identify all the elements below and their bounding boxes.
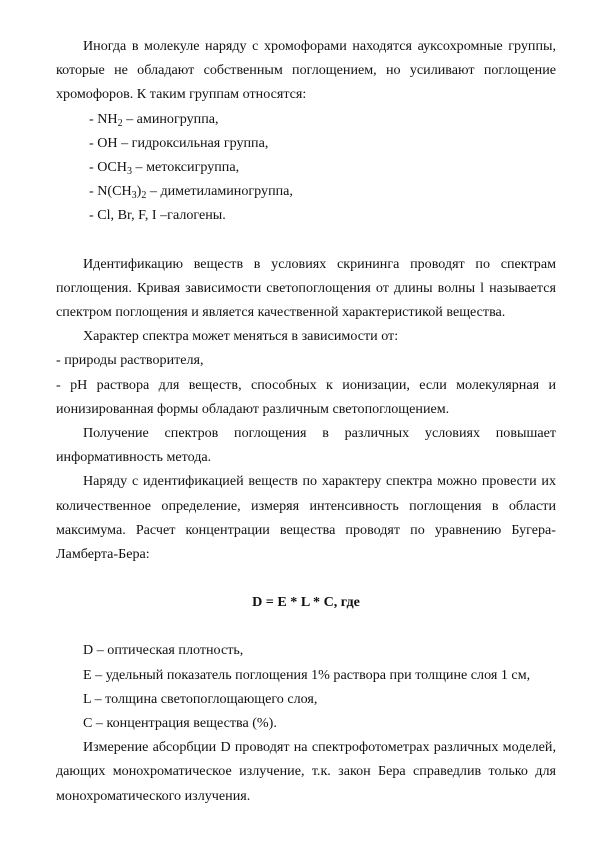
paragraph-ph: - pH раствора для веществ, способных к ионизации, если молекулярная и ионизированная формы обладают различным светопоглощением.	[56, 376, 556, 417]
group-item-nh2: - $NH_2$ – аминогруппа,	[89, 110, 219, 129]
spacer	[56, 614, 556, 638]
paragraph-solvent: - природы растворителя,	[56, 352, 204, 369]
paragraph-conditions: Получение спектров поглощения в различных условиях повышает информативность метода.	[56, 425, 556, 466]
spacer	[56, 566, 556, 590]
formula-bouguer-lambert-beer: D = E * L * C, где	[252, 594, 360, 611]
document-page	[56, 34, 556, 808]
paragraph-absorption-measurement: Измерение абсорбции D проводят на спектрофотометрах различных моделей, дающих монохроматическое излучение, т.к. закон Бера справедлив только для монохроматического излучения.	[56, 739, 556, 804]
group-item-nch32: - $N(CH_3)_2$ – диметиламиногруппа,	[89, 183, 293, 202]
group-item-halogens: - Cl, Br, F, I –галогены.	[89, 207, 226, 224]
definition-l: L – толщина светопоглощающего слоя,	[83, 690, 318, 707]
paragraph-quantitative: Наряду с идентификацией веществ по характеру спектра можно провести их количественное определение, измеряя интенсивность поглощения в области максимума. Расчет концентрации вещества проводят по уравнению Бугера-Ламберта-Бера:	[56, 473, 556, 563]
paragraph-auxochromes: Иногда в молекуле наряду с хромофорами находятся ауксохромные группы, которые не обладают собственным поглощением, но усиливают поглощение хромофоров. К таким группам относятся:	[56, 38, 556, 103]
definition-c: C – концентрация вещества (%).	[83, 715, 277, 732]
spacer	[56, 228, 556, 252]
group-item-oh: - OH – гидроксильная группа,	[89, 134, 269, 151]
paragraph-identification: Идентификацию веществ в условиях скрининга проводят по спектрам поглощения. Кривая зависимости светопоглощения от длины волны l называется спектром поглощения и является качественной характеристикой вещества.	[56, 255, 556, 321]
definition-e: E – удельный показатель поглощения 1% раствора при толщине слоя 1 см,	[83, 666, 531, 683]
group-item-och3: - $OCH_3$ – метоксигруппа,	[89, 159, 240, 178]
definition-d: D – оптическая плотность,	[83, 642, 244, 659]
paragraph-spectrum-depends: Характер спектра может меняться в зависимости от:	[83, 328, 399, 345]
